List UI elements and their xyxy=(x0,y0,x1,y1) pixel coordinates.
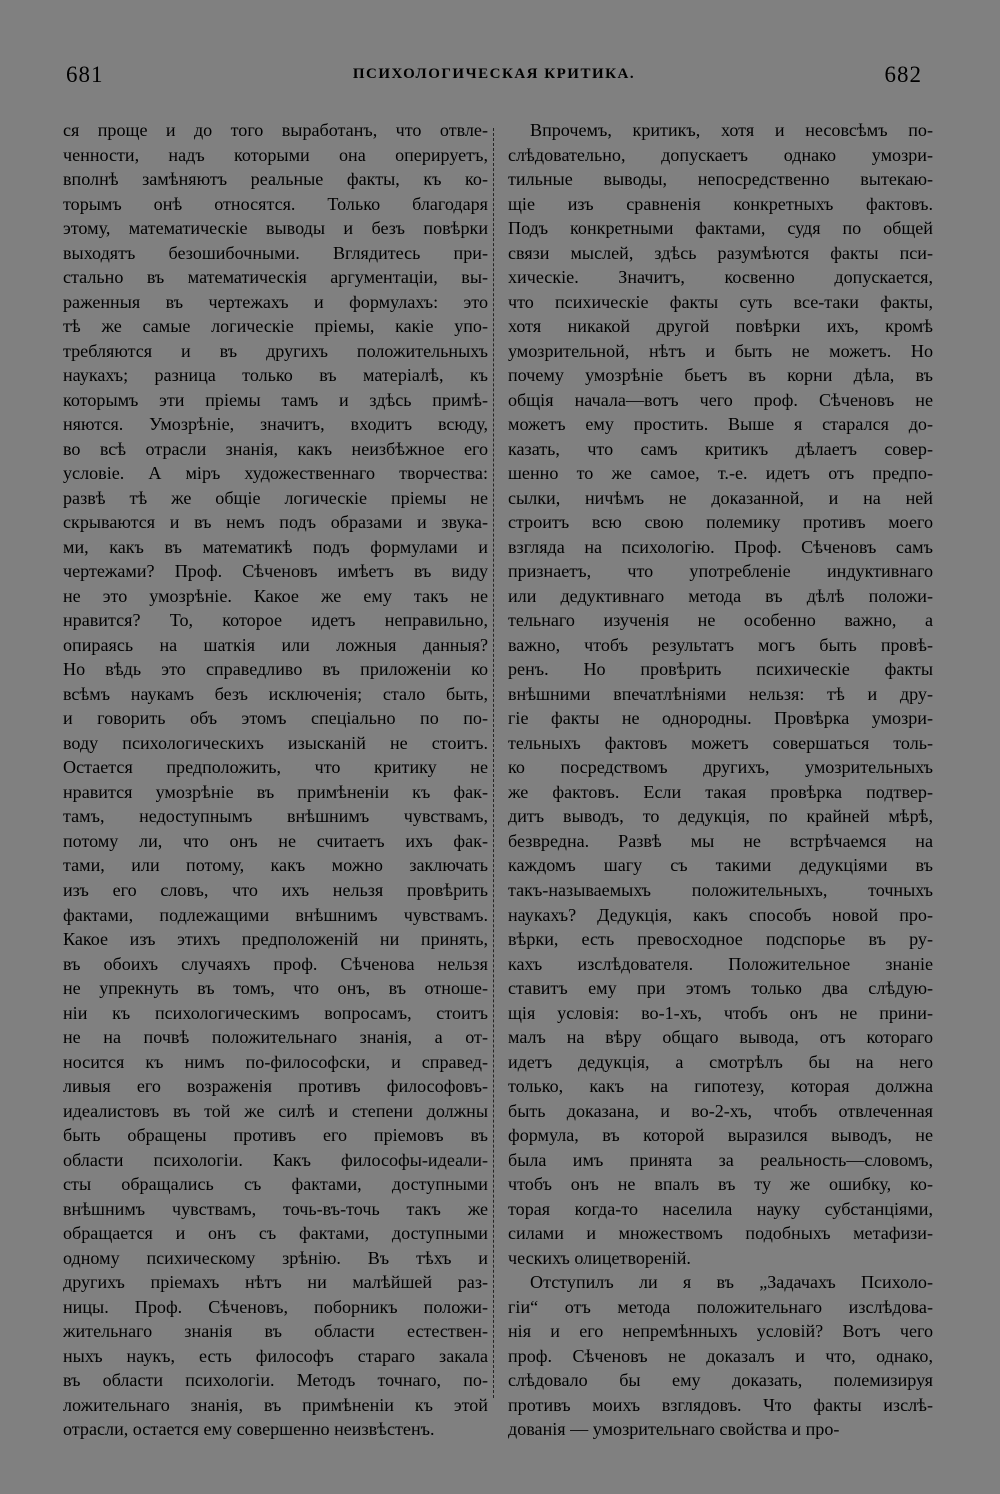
text-line: ныхъ наукъ, есть философъ стараго закала xyxy=(63,1345,488,1366)
text-line: жительнаго знанія въ области естествен- xyxy=(63,1321,488,1342)
left-page-number: 681 xyxy=(66,62,104,87)
text-line: торая когда-то населила науку субстанціями, xyxy=(508,1198,933,1219)
text-line: нія и его непремѣнныхъ условій? Вотъ чего xyxy=(508,1321,933,1342)
text-line: условіе. А міръ художественнаго творчества: xyxy=(63,463,488,484)
text-line: каждомъ шагу съ такими дедукціями въ xyxy=(508,855,933,876)
text-line: тами, или потому, какъ можно заключать xyxy=(63,855,488,876)
text-line: отрасли, остается ему совершенно неизвѣстенъ. xyxy=(63,1419,435,1440)
text-line: ставитъ ему при этомъ только два слѣдую- xyxy=(508,978,933,999)
text-line: нравится умозрѣніе въ примѣненіи къ фак- xyxy=(63,781,488,802)
text-line: ливыя его возраженія противъ философовъ- xyxy=(63,1076,488,1097)
left-text-column xyxy=(63,118,488,1442)
text-line: раженныя въ чертежахъ и формулахъ: это xyxy=(63,291,488,312)
text-line: вполнѣ замѣняютъ реальные факты, къ ко- xyxy=(63,169,488,190)
text-line: формула, въ которой выразился выводъ, не xyxy=(508,1125,933,1146)
text-line: гіе факты не однородны. Провѣрка умозри- xyxy=(508,708,933,729)
text-line: только, какъ на гипотезу, которая должна xyxy=(508,1076,933,1097)
text-line: сты обращались съ фактами, доступными xyxy=(63,1174,488,1195)
running-title: ПСИХОЛОГИЧЕСКАЯ КРИТИКА. xyxy=(352,66,636,82)
text-line: слѣдовательно, допускаетъ однако умозри- xyxy=(508,144,933,165)
text-line: внѣшнимъ чувствамъ, точь-въ-точь такъ же xyxy=(63,1198,488,1219)
text-line: силами и множествомъ подобныхъ метафизи- xyxy=(508,1223,933,1244)
text-line: была имъ принята за реальность—словомъ, xyxy=(508,1149,933,1170)
text-line: дитъ выводъ, то дедукція, по крайней мѣрѣ, xyxy=(508,806,933,827)
text-line: не на почвѣ положительнаго знанія, а от- xyxy=(63,1027,488,1048)
text-line: идетъ дедукція, а смотрѣлъ бы на него xyxy=(508,1051,933,1072)
text-line: щія условія: во-1-хъ, чтобъ онъ не прини- xyxy=(508,1002,933,1023)
column-divider xyxy=(493,128,495,1398)
text-line: быть доказана, и во-2-хъ, чтобъ отвлеченная xyxy=(508,1100,933,1121)
text-line: опираясь на шаткія или ложныя данныя? xyxy=(63,634,488,655)
text-line: хическіе. Значитъ, косвенно допускается, xyxy=(508,267,933,288)
text-line: сылки, ничѣмъ не доказанной, и на ней xyxy=(508,487,933,508)
text-line: и говорить объ этомъ спеціально по по- xyxy=(63,708,488,729)
text-line: наукахъ; разница только въ матеріалѣ, къ xyxy=(63,365,488,386)
text-line: тѣ же самые логическіе пріемы, какіе упо- xyxy=(63,316,488,337)
text-line: во всѣ отрасли знанія, какъ неизбѣжное его xyxy=(63,438,488,459)
text-line: няются. Умозрѣніе, значитъ, входитъ всюду, xyxy=(63,414,488,435)
text-line: тамъ, недоступнымъ внѣшнимъ чувствамъ, xyxy=(63,806,488,827)
text-line: торымъ онѣ относятся. Только благодаря xyxy=(63,193,488,214)
text-line: ніи къ психологическимъ вопросамъ, стоитъ xyxy=(63,1002,488,1023)
page-header xyxy=(66,62,922,92)
text-line: малъ на вѣру общаго вывода, отъ котораго xyxy=(508,1027,933,1048)
text-line: внѣшними впечатлѣніями нельзя: тѣ и дру- xyxy=(508,683,933,704)
text-line: ченности, надъ которыми она оперируетъ, xyxy=(63,144,488,165)
text-line: можетъ ему простить. Выше я старался до- xyxy=(508,414,933,435)
text-line: проф. Сѣченовъ не доказалъ и что, однако, xyxy=(508,1345,933,1366)
text-line: ницы. Проф. Сѣченовъ, поборникъ положи- xyxy=(63,1296,488,1317)
text-line: въ области психологіи. Методъ точнаго, по- xyxy=(63,1370,488,1391)
text-line: вѣрки, есть превосходное подспорье въ ру- xyxy=(508,929,933,950)
text-line: что психическіе факты суть все-таки факты, xyxy=(508,291,933,312)
text-line: этому, математическіе выводы и безъ повѣрки xyxy=(63,218,488,239)
text-line: умозрительной, нѣтъ и быть не можетъ. Но xyxy=(508,340,933,361)
text-line: воду психологическихъ изысканій не стоитъ. xyxy=(63,732,488,753)
text-line: Остается предположить, что критику не xyxy=(63,757,488,778)
text-line: фактами, подлежащими внѣшнимъ чувствамъ. xyxy=(63,904,488,925)
right-text-column xyxy=(508,118,933,1442)
text-line: изъ его словъ, что ихъ нельзя провѣрить xyxy=(63,879,488,900)
text-line: тельнаго изученія не особенно важно, а xyxy=(508,610,933,631)
text-line: Какое изъ этихъ предположеній ни принять, xyxy=(63,929,488,950)
text-line: взгляда на психологію. Проф. Сѣченовъ самъ xyxy=(508,536,933,557)
text-line: связи мыслей, здѣсь разумѣются факты пси- xyxy=(508,242,933,263)
text-line: строитъ всю свою полемику противъ моего xyxy=(508,512,933,533)
text-line: важно, чтобъ результатъ могъ быть провѣ- xyxy=(508,634,933,655)
text-line: обращается и онъ съ фактами, доступными xyxy=(63,1223,488,1244)
text-line: противъ моихъ взглядовъ. Что факты изслѣ- xyxy=(508,1394,933,1415)
text-line: идеалистовъ въ той же силѣ и степени должны xyxy=(63,1100,488,1121)
text-line: же фактовъ. Если такая провѣрка подтвер- xyxy=(508,781,933,802)
text-line: Подъ конкретными фактами, судя по общей xyxy=(508,218,933,239)
text-line: ко посредствомъ другихъ, умозрительныхъ xyxy=(508,757,933,778)
text-line: области психологіи. Какъ философы-идеали- xyxy=(63,1149,488,1170)
text-line: наукахъ? Дедукція, какъ способъ новой про- xyxy=(508,904,933,925)
text-line: которымъ эти пріемы тамъ и здѣсь примѣ- xyxy=(63,389,488,410)
text-line: почему умозрѣніе бьетъ въ корни дѣла, въ xyxy=(508,365,933,386)
text-line: кахъ изслѣдователя. Положительное знаніе xyxy=(508,953,933,974)
text-line: быть обращены противъ его пріемовъ въ xyxy=(63,1125,488,1146)
text-line: скрываются и въ немъ подъ образами и звука- xyxy=(63,512,488,533)
text-line: хотя никакой другой повѣрки ихъ, кромѣ xyxy=(508,316,933,337)
text-line: Отступилъ ли я въ „Задачахъ Психоло- xyxy=(530,1272,933,1293)
text-line: щіе изъ сравненія конкретныхъ фактовъ. xyxy=(508,193,933,214)
text-line: потому ли, что онъ не считаетъ ихъ фак- xyxy=(63,830,488,851)
text-line: ческихъ олицетвореній. xyxy=(508,1247,691,1268)
text-line: казать, что самъ критикъ дѣлаетъ совер- xyxy=(508,438,933,459)
text-line: общія начала—вотъ чего проф. Сѣченовъ не xyxy=(508,389,933,410)
text-line: ренъ. Но провѣрить психическіе факты xyxy=(508,659,933,680)
text-line: слѣдовало бы ему доказать, полемизируя xyxy=(508,1370,933,1391)
text-line: гіи“ отъ метода положительнаго изслѣдова- xyxy=(508,1296,933,1317)
text-line: нравится? То, которое идетъ неправильно, xyxy=(63,610,488,631)
text-line: ложительнаго знанія, въ примѣненіи къ этой xyxy=(63,1394,488,1415)
text-line: Но вѣдь это справедливо въ приложеніи ко xyxy=(63,659,488,680)
text-line: чтобъ онъ не впалъ въ ту же ошибку, ко- xyxy=(508,1174,933,1195)
text-line: признаетъ, что употребленіе индуктивнаго xyxy=(508,561,933,582)
text-line: развѣ тѣ же общіе логическіе пріемы не xyxy=(63,487,488,508)
text-line: Впрочемъ, критикъ, хотя и несовсѣмъ по- xyxy=(530,120,933,140)
text-line: тильные выводы, непосредственно вытекаю- xyxy=(508,169,933,190)
text-line: ми, какъ въ математикѣ подъ формулами и xyxy=(63,536,488,557)
text-line: не это умозрѣніе. Какое же ему такъ не xyxy=(63,585,488,606)
text-line: не упрекнуть въ томъ, что онъ, въ отноше- xyxy=(63,978,488,999)
text-line: безвредна. Развѣ мы не встрѣчаемся на xyxy=(508,830,933,851)
text-line: шенно то же самое, т.-е. идетъ отъ предпо- xyxy=(508,463,933,484)
text-line: тельныхъ фактовъ можетъ совершаться толь- xyxy=(508,732,933,753)
text-line: одному психическому зрѣнію. Въ тѣхъ и xyxy=(63,1247,488,1268)
text-line: носится къ нимъ по-философски, и справед- xyxy=(63,1051,488,1072)
text-line: стально въ математическія аргументаціи, вы- xyxy=(63,267,488,288)
text-line: всѣмъ наукамъ безъ исключенія; стало быть, xyxy=(63,683,488,704)
text-line: чертежами? Проф. Сѣченовъ имѣетъ въ виду xyxy=(63,561,488,582)
text-line: дованія — умозрительнаго свойства и про- xyxy=(508,1419,840,1440)
text-line: въ обоихъ случаяхъ проф. Сѣченова нельзя xyxy=(63,953,488,974)
right-page-number: 682 xyxy=(884,62,922,87)
text-line: или дедуктивнаго метода въ дѣлѣ положи- xyxy=(508,585,933,606)
text-line: другихъ пріемахъ нѣтъ ни малѣйшей раз- xyxy=(63,1272,488,1293)
text-line: требляются и въ другихъ положительныхъ xyxy=(63,340,488,361)
text-line: такъ-называемыхъ положительныхъ, точныхъ xyxy=(508,879,933,900)
text-line: ся проще и до того выработанъ, что отвле- xyxy=(63,120,488,140)
text-line: выходятъ безошибочными. Вглядитесь при- xyxy=(63,242,488,263)
